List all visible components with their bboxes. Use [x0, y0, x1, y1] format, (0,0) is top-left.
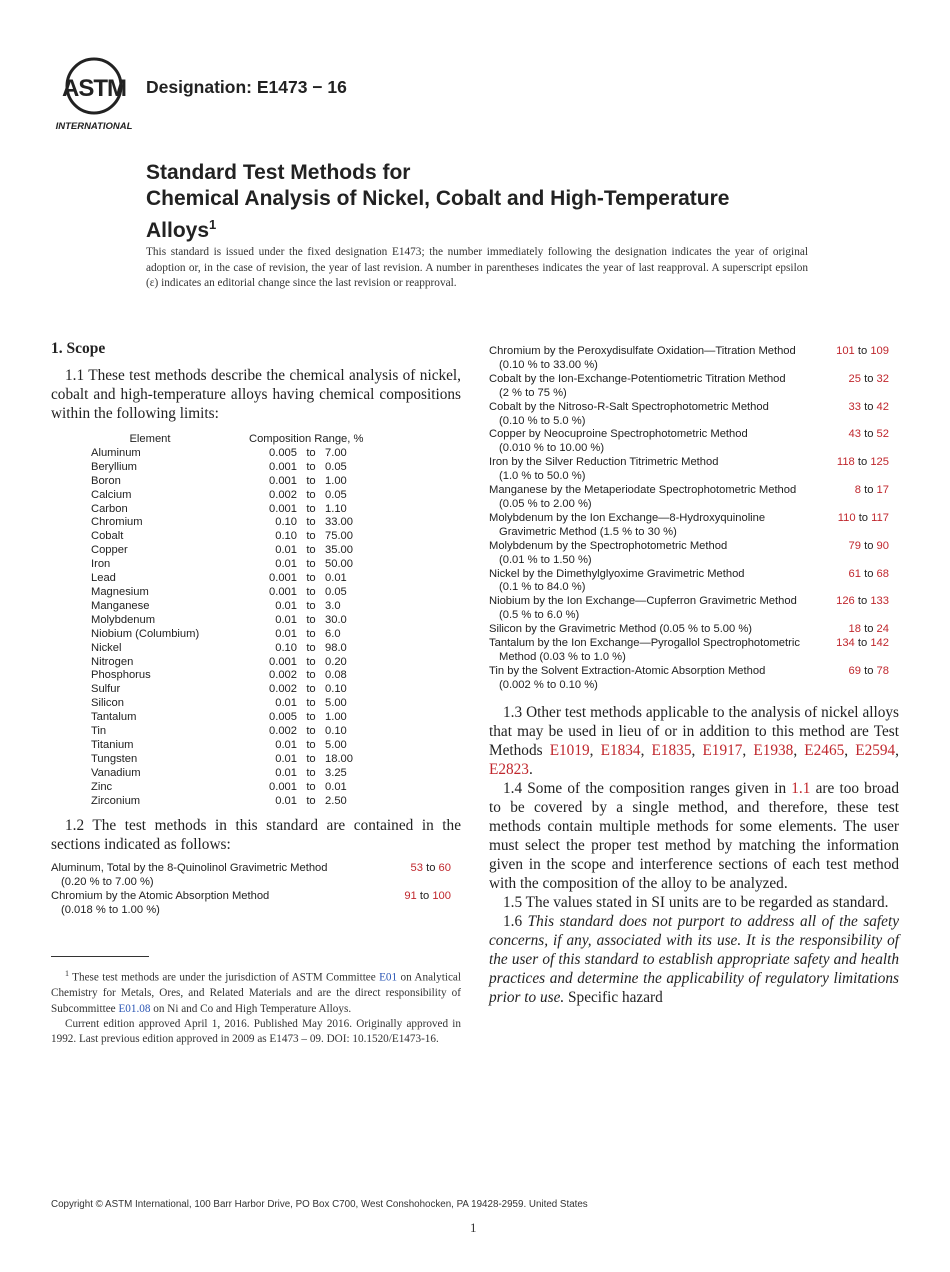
- section-range: 33 to 42: [848, 400, 889, 413]
- method-name: Copper by Neocuproine Spectrophotometric Method (0.010 % to 10.00 %): [489, 428, 819, 456]
- section-range: 110 to 117: [837, 511, 889, 524]
- cell-name: Titanium: [91, 738, 134, 751]
- method-range-note: (0.018 % to 1.00 %): [61, 904, 160, 917]
- cell-to: to: [306, 711, 316, 724]
- table-row: [51, 572, 363, 586]
- table-row: [51, 642, 363, 656]
- cell-name: Carbon: [91, 502, 128, 515]
- table-row: [51, 669, 363, 683]
- section-link-from[interactable]: 126: [836, 595, 855, 608]
- cell-hi: 1.00: [325, 474, 347, 487]
- method-range-note: (2 % to 75 %): [499, 386, 567, 399]
- method-name: Aluminum, Total by the 8-Quinolinol Gravimetric Method (0.20 % to 7.00 %): [51, 862, 381, 890]
- cell-hi: 3.25: [325, 766, 347, 779]
- section-range: 101 to 109: [836, 345, 889, 357]
- footnote-rule: [51, 956, 149, 957]
- section-link-from[interactable]: 101: [836, 345, 855, 357]
- cell-name: Nickel: [91, 641, 122, 654]
- section-range: 118 to 125: [836, 456, 889, 469]
- table-row: [51, 447, 363, 461]
- method-name: Cobalt by the Nitroso-R-Salt Spectrophotometric Method (0.10 % to 5.0 %): [489, 401, 819, 429]
- method-range-note: (0.002 % to 0.10 %): [499, 678, 598, 691]
- cell-hi: 3.0: [325, 599, 341, 612]
- section-range: 25 to 32: [848, 372, 889, 385]
- method-list-left: [51, 862, 461, 918]
- cell-hi: 0.10: [325, 725, 347, 738]
- section-range: 79 to 90: [848, 539, 889, 552]
- method-range-note: (0.1 % to 84.0 %): [499, 581, 586, 594]
- cell-lo: 0.01: [275, 613, 297, 626]
- section-link-from[interactable]: 69: [848, 664, 861, 677]
- cell-hi: 6.0: [325, 627, 341, 640]
- method-name: Tantalum by the Ion Exchange—Pyrogallol Spectrophotometric Method (0.03 % to 1.0 %): [489, 637, 819, 665]
- table-row: [51, 475, 363, 489]
- method-name: Iron by the Silver Reduction Titrimetric Method (1.0 % to 50.0 %): [489, 456, 819, 484]
- cell-hi: 0.05: [325, 460, 347, 473]
- cell-hi: 7.00: [325, 446, 347, 459]
- cell-to: to: [306, 488, 316, 501]
- standard-link[interactable]: E2823: [489, 760, 529, 778]
- cell-hi: 0.20: [325, 655, 347, 668]
- cell-to: to: [306, 516, 316, 529]
- cell-to: to: [306, 502, 316, 515]
- section-link-from[interactable]: 43: [848, 428, 861, 441]
- left-column: [51, 340, 461, 918]
- cell-name: Tin: [91, 725, 107, 738]
- section-link-to[interactable]: 68: [876, 567, 889, 580]
- method-name: Tin by the Solvent Extraction-Atomic Absorption Method (0.002 % to 0.10 %): [489, 665, 819, 693]
- cell-name: Lead: [91, 572, 116, 585]
- cell-hi: 35.00: [325, 544, 353, 557]
- paragraph-1-3: 1.3 Other test methods applicable to the analysis of nickel alloys that may be used in lieu of or in addition to this method are Test Methods E1019, E1834, E1835, E1917, E1938, E2465, E2594, E2823.: [489, 703, 899, 778]
- method-item: [489, 637, 899, 665]
- cell-to: to: [306, 780, 316, 793]
- section-link-to[interactable]: 17: [876, 484, 889, 497]
- composition-table: [51, 433, 363, 808]
- section-link-from[interactable]: 134: [836, 637, 855, 650]
- copyright-notice: Copyright © ASTM International, 100 Barr Harbor Drive, PO Box C700, West Conshohocken, PA 19428-2959. United States: [51, 1199, 588, 1210]
- cell-to: to: [306, 599, 316, 612]
- method-range-note: (0.20 % to 7.00 %): [61, 876, 154, 889]
- section-range: 134 to 142: [836, 637, 889, 650]
- standard-link[interactable]: E2465: [804, 741, 845, 759]
- section-link-1-1[interactable]: 1.1: [791, 779, 811, 797]
- table-row: [51, 697, 363, 711]
- standard-link[interactable]: E1917: [702, 741, 743, 759]
- section-link-to[interactable]: 109: [870, 345, 889, 357]
- cell-to: to: [306, 627, 316, 640]
- table-row: [51, 795, 363, 809]
- method-item: [489, 623, 899, 637]
- section-link-from[interactable]: 53: [410, 862, 423, 875]
- method-name: Nickel by the Dimethylglyoxime Gravimetric Method (0.1 % to 84.0 %): [489, 568, 819, 596]
- cell-name: Tantalum: [91, 711, 137, 724]
- section-link-to[interactable]: 133: [870, 595, 889, 608]
- cell-hi: 33.00: [325, 516, 353, 529]
- method-range-note: (0.01 % to 1.50 %): [499, 553, 592, 566]
- cell-to: to: [306, 697, 316, 710]
- table-row: [51, 656, 363, 670]
- section-link-to[interactable]: 52: [876, 428, 889, 441]
- cell-name: Sulfur: [91, 683, 121, 696]
- table-row: [51, 739, 363, 753]
- cell-lo: 0.001: [269, 780, 297, 793]
- method-name: Cobalt by the Ion-Exchange-Potentiometric Titration Method (2 % to 75 %): [489, 373, 819, 401]
- cell-lo: 0.002: [269, 725, 297, 738]
- section-link-from[interactable]: 79: [848, 539, 861, 552]
- section-link-from[interactable]: 18: [848, 623, 861, 636]
- method-item: [489, 540, 899, 568]
- cell-hi: 0.01: [325, 780, 347, 793]
- section-range: 91 to 100: [404, 890, 451, 903]
- method-item: [489, 665, 899, 693]
- cell-name: Nitrogen: [91, 655, 134, 668]
- footnote-1: $^1$ These test methods are under the jurisdiction of ASTM Committee E01 on Analytical Chemistry for Metals, Ores, and Related Materials and are the direct responsibility of Subcommittee E01.08 on Ni and Co and High Temperature Alloys.: [51, 969, 461, 1015]
- table-row: [51, 767, 363, 781]
- cell-to: to: [306, 641, 316, 654]
- method-name: Manganese by the Metaperiodate Spectrophotometric Method (0.05 % to 2.00 %): [489, 484, 819, 512]
- method-range-note: (0.10 % to 33.00 %): [499, 358, 598, 371]
- section-link-from[interactable]: 25: [848, 372, 861, 385]
- table-row: [51, 725, 363, 739]
- method-range-note: (0.10 % to 5.0 %): [499, 414, 586, 427]
- cell-to: to: [306, 544, 316, 557]
- cell-name: Zinc: [91, 780, 113, 793]
- cell-lo: 0.01: [275, 544, 297, 557]
- method-item: [489, 345, 899, 373]
- cell-lo: 0.10: [275, 530, 297, 543]
- section-link-to[interactable]: 125: [870, 456, 889, 469]
- table-row: [51, 614, 363, 628]
- committee-link[interactable]: E01: [379, 971, 398, 984]
- cell-hi: 18.00: [325, 752, 353, 765]
- method-range-note: Method (0.03 % to 1.0 %): [499, 650, 626, 663]
- cell-lo: 0.01: [275, 599, 297, 612]
- cell-lo: 0.005: [269, 711, 297, 724]
- title-line-2: Chemical Analysis of Nickel, Cobalt and High-Temperature: [146, 187, 730, 210]
- document-title: [146, 160, 846, 244]
- table-row: [51, 628, 363, 642]
- section-link-to[interactable]: 60: [438, 862, 451, 875]
- method-name: Silicon by the Gravimetric Method (0.05 % to 5.00 %): [489, 623, 753, 636]
- cell-lo: 0.01: [275, 752, 297, 765]
- standard-link[interactable]: E1019: [549, 741, 590, 759]
- cell-name: Tungsten: [91, 752, 138, 765]
- table-row: [51, 530, 363, 544]
- method-name: Niobium by the Ion Exchange—Cupferron Gravimetric Method (0.5 % to 6.0 %): [489, 595, 819, 623]
- method-item: [489, 456, 899, 484]
- cell-lo: 0.01: [275, 627, 297, 640]
- section-link-from[interactable]: 118: [836, 456, 855, 469]
- right-column: [489, 345, 899, 1007]
- section-range: 8 to 17: [854, 484, 889, 497]
- paragraph-1-1: 1.1 These test methods describe the chemical analysis of nickel, cobalt and high-temperature alloys having chemical compositions within the following limits:: [51, 367, 461, 422]
- table-row: [51, 544, 363, 558]
- method-range-note: (0.05 % to 2.00 %): [499, 497, 592, 510]
- footnote-edition: Current edition approved April 1, 2016. Published May 2016. Originally approved in 1992. Last previous edition approved in 2009 as E1473 – 09. DOI: 10.1520/E1473-16.: [51, 1017, 461, 1046]
- section-heading-scope: 1. Scope: [51, 340, 106, 357]
- cell-lo: 0.005: [269, 446, 297, 459]
- cell-to: to: [306, 530, 316, 543]
- table-row: [51, 753, 363, 767]
- table-row: [51, 461, 363, 475]
- column-header-element: Element: [129, 433, 171, 445]
- section-link-to[interactable]: 142: [870, 637, 889, 650]
- cell-to: to: [306, 683, 316, 696]
- cell-lo: 0.01: [275, 697, 297, 710]
- table-row: [51, 558, 363, 572]
- title-line-3: Alloys$^1$: [146, 217, 217, 242]
- method-item: [489, 595, 899, 623]
- method-range-note: (0.5 % to 6.0 %): [499, 609, 580, 622]
- cell-lo: 0.001: [269, 585, 297, 598]
- cell-name: Molybdenum: [91, 613, 156, 626]
- standard-link[interactable]: E1938: [753, 741, 794, 759]
- cell-lo: 0.01: [275, 794, 297, 807]
- section-range: 43 to 52: [848, 428, 889, 441]
- method-item: [51, 862, 461, 890]
- table-row: [51, 711, 363, 725]
- table-row: [51, 489, 363, 503]
- method-item: [51, 890, 461, 918]
- issuance-notice: This standard is issued under the fixed designation E1473; the number immediately following the designation indicates the year of original adoption or, in the case of revision, the year of last revision. A number in parentheses indicates the year of last reapproval. A superscript epsilon (ε) indicates an editorial change since the last revision or reapproval.: [146, 246, 808, 289]
- title-footnote-mark: 1: [209, 217, 217, 232]
- cell-to: to: [306, 446, 316, 459]
- cell-lo: 0.001: [269, 572, 297, 585]
- cell-to: to: [306, 725, 316, 738]
- cell-to: to: [306, 585, 316, 598]
- section-link-to[interactable]: 32: [876, 372, 889, 385]
- cell-to: to: [306, 752, 316, 765]
- cell-lo: 0.01: [275, 738, 297, 751]
- table-row: [51, 683, 363, 697]
- paragraph-1-4: 1.4 Some of the composition ranges given in 1.1 are too broad to be covered by a single method, and therefore, these test methods contain multiple methods for some elements. The user must select the proper test method by matching the information given in the scope and interference sections of each test method with the composition of the alloy to be analyzed.: [489, 779, 899, 892]
- column-header-range: Composition Range, %: [249, 433, 364, 445]
- method-list-right: [489, 345, 899, 693]
- cell-lo: 0.001: [269, 502, 297, 515]
- method-item: [489, 428, 899, 456]
- method-name: Molybdenum by the Ion Exchange—8-Hydroxyquinoline Gravimetric Method (1.5 % to 30 %): [489, 512, 819, 540]
- cell-name: Manganese: [91, 599, 150, 612]
- cell-lo: 0.10: [275, 516, 297, 529]
- cell-hi: 1.10: [325, 502, 347, 515]
- cell-hi: 0.01: [325, 572, 347, 585]
- table-row: [51, 503, 363, 517]
- cell-lo: 0.01: [275, 766, 297, 779]
- method-range-note: Gravimetric Method (1.5 % to 30 %): [499, 525, 677, 538]
- standard-link[interactable]: E1835: [651, 741, 692, 759]
- cell-to: to: [306, 655, 316, 668]
- section-range: 53 to 60: [410, 862, 451, 875]
- cell-lo: 0.01: [275, 558, 297, 571]
- cell-hi: 2.50: [325, 794, 347, 807]
- cell-name: Calcium: [91, 488, 132, 501]
- paragraph-1-5: 1.5 The values stated in SI units are to be regarded as standard.: [503, 893, 889, 911]
- cell-name: Magnesium: [91, 585, 149, 598]
- section-range: 61 to 68: [848, 567, 889, 580]
- cell-hi: 30.0: [325, 613, 347, 626]
- table-row: [51, 516, 363, 530]
- cell-name: Chromium: [91, 516, 143, 529]
- cell-lo: 0.001: [269, 474, 297, 487]
- method-range-note: (0.010 % to 10.00 %): [499, 442, 605, 455]
- composition-table-body: [51, 447, 363, 809]
- cell-hi: 5.00: [325, 697, 347, 710]
- method-name: Chromium by the Peroxydisulfate Oxidation—Titration Method (0.10 % to 33.00 %): [489, 345, 819, 373]
- cell-lo: 0.002: [269, 683, 297, 696]
- paragraph-1-6: 1.6 This standard does not purport to address all of the safety concerns, if any, associated with its use. It is the responsibility of the user of this standard to establish appropriate safety and health practices and determine the applicability of regulatory limitations prior to use. Specific hazard: [489, 912, 899, 1006]
- cell-lo: 0.002: [269, 488, 297, 501]
- cell-name: Silicon: [91, 697, 124, 710]
- method-name: Molybdenum by the Spectrophotometric Method (0.01 % to 1.50 %): [489, 540, 819, 568]
- cell-to: to: [306, 766, 316, 779]
- cell-to: to: [306, 613, 316, 626]
- title-line-1: Standard Test Methods for: [146, 161, 411, 184]
- footnotes: [51, 966, 461, 1048]
- method-item: [489, 568, 899, 596]
- cell-hi: 0.05: [325, 585, 347, 598]
- section-range: 69 to 78: [848, 664, 889, 677]
- cell-name: Copper: [91, 544, 128, 557]
- method-range-note: (1.0 % to 50.0 %): [499, 470, 586, 483]
- cell-hi: 0.08: [325, 669, 347, 682]
- table-row: [51, 586, 363, 600]
- section-link-from[interactable]: 110: [837, 511, 856, 524]
- cell-to: to: [306, 572, 316, 585]
- section-link-from[interactable]: 8: [854, 484, 861, 497]
- cell-hi: 1.00: [325, 711, 347, 724]
- standard-link[interactable]: E1834: [600, 741, 641, 759]
- paragraph-1-2: 1.2 The test methods in this standard are contained in the sections indicated as follows:: [51, 817, 461, 854]
- method-item: [489, 484, 899, 512]
- cell-name: Niobium (Columbium): [91, 627, 200, 640]
- cell-lo: 0.001: [269, 655, 297, 668]
- cell-name: Aluminum: [91, 446, 141, 459]
- subcommittee-link[interactable]: E01.08: [118, 1002, 151, 1015]
- section-link-to[interactable]: 42: [876, 400, 889, 413]
- section-link-to[interactable]: 24: [876, 623, 889, 636]
- cell-name: Phosphorus: [91, 669, 151, 682]
- cell-name: Cobalt: [91, 530, 124, 543]
- section-link-to[interactable]: 117: [871, 511, 889, 524]
- section-link-to[interactable]: 90: [876, 539, 889, 552]
- method-item: [489, 401, 899, 429]
- section-range: 126 to 133: [836, 595, 889, 608]
- section-link-from[interactable]: 61: [848, 567, 861, 580]
- method-name: Chromium by the Atomic Absorption Method (0.018 % to 1.00 %): [51, 890, 381, 918]
- cell-name: Zirconium: [91, 794, 141, 807]
- section-link-from[interactable]: 33: [848, 400, 861, 413]
- cell-name: Vanadium: [91, 766, 141, 779]
- standard-link[interactable]: E2594: [855, 741, 896, 759]
- cell-hi: 5.00: [325, 738, 347, 751]
- cell-hi: 0.05: [325, 488, 347, 501]
- svg-text:ASTM: ASTM: [62, 75, 126, 102]
- table-row: [51, 600, 363, 614]
- page-number: 1: [470, 1220, 477, 1235]
- section-link-to[interactable]: 100: [432, 890, 451, 903]
- method-item: [489, 373, 899, 401]
- cell-hi: 0.10: [325, 683, 347, 696]
- cell-to: to: [306, 558, 316, 571]
- cell-to: to: [306, 460, 316, 473]
- cell-to: to: [306, 794, 316, 807]
- cell-to: to: [306, 474, 316, 487]
- logo-text: INTERNATIONAL: [55, 121, 133, 132]
- cell-to: to: [306, 669, 316, 682]
- section-link-to[interactable]: 78: [876, 664, 889, 677]
- method-item: [489, 512, 899, 540]
- section-range: 18 to 24: [848, 623, 889, 636]
- cell-name: Boron: [91, 474, 121, 487]
- cell-hi: 75.00: [325, 530, 353, 543]
- designation: Designation: E1473 − 16: [146, 77, 347, 97]
- cell-to: to: [306, 738, 316, 751]
- cell-lo: 0.10: [275, 641, 297, 654]
- cell-lo: 0.001: [269, 460, 297, 473]
- cell-name: Iron: [91, 558, 111, 571]
- cell-hi: 50.00: [325, 558, 353, 571]
- table-row: [51, 781, 363, 795]
- cell-name: Beryllium: [91, 460, 138, 473]
- cell-lo: 0.002: [269, 669, 297, 682]
- section-link-from[interactable]: 91: [404, 890, 417, 903]
- cell-hi: 98.0: [325, 641, 347, 654]
- astm-logo: [52, 56, 136, 132]
